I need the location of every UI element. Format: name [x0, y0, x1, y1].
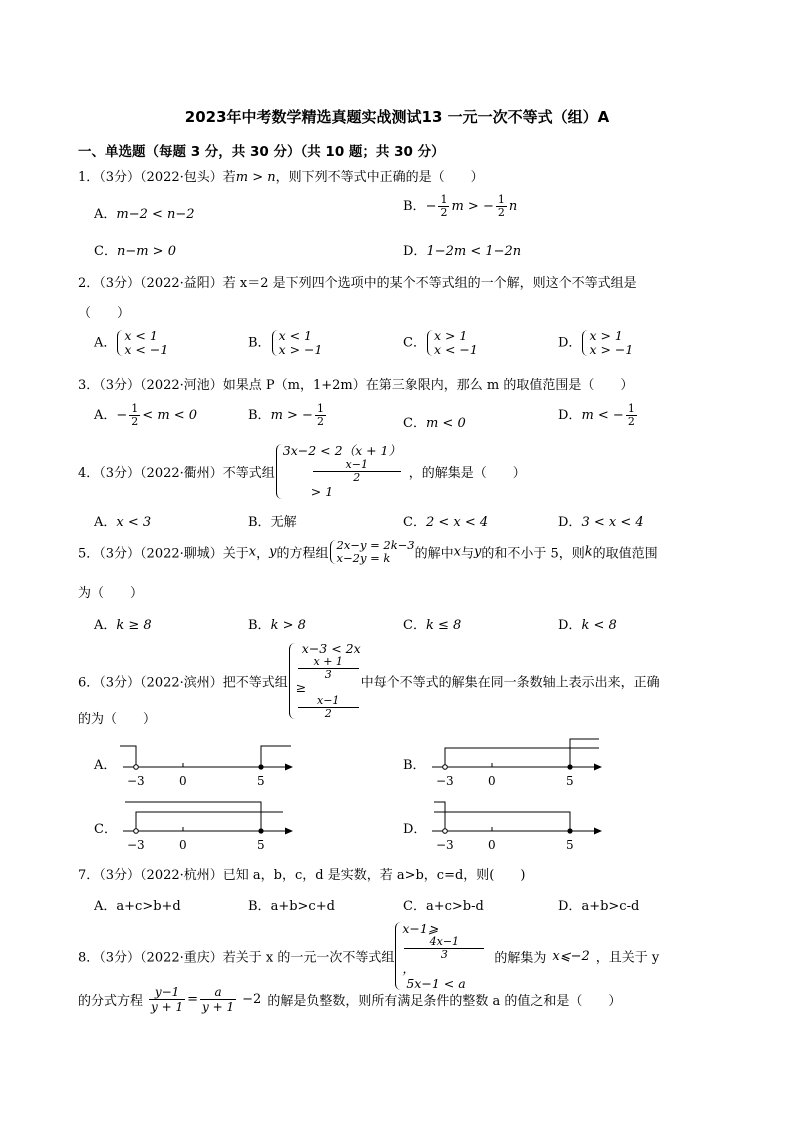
option-label: C． — [403, 515, 426, 530]
option-label: D． — [558, 899, 582, 914]
numerator: 1 — [627, 402, 635, 415]
q8-solution: x⩽−2 — [552, 948, 590, 964]
numerator: y−1 — [149, 985, 185, 1000]
question-8-line2 — [78, 985, 621, 1014]
q1-stem-b: m > n — [235, 170, 276, 185]
denominator: y + 1 — [151, 1000, 184, 1014]
option-text: n — [508, 199, 518, 214]
q2-option-b[interactable] — [248, 329, 322, 357]
system-line: x−2y = k — [336, 551, 391, 565]
fraction — [315, 403, 326, 428]
option-label: A． — [94, 618, 117, 633]
option-text: x < 3 — [116, 515, 152, 530]
option-label: A． — [94, 899, 117, 914]
q6-option-c-label: C． — [94, 822, 117, 837]
question-5 — [78, 539, 658, 565]
inequality-system — [288, 642, 361, 720]
q8-stem-c: ，且关于 y — [595, 950, 660, 966]
q6-option-b-numberline[interactable] — [424, 735, 609, 790]
system-line: x > 1 — [433, 328, 468, 343]
option-label: B． — [248, 408, 271, 423]
option-label: C． — [403, 335, 426, 351]
system-text: ， — [402, 961, 415, 976]
q4-option-d[interactable] — [558, 511, 644, 530]
question-5-line2: 为（ ） — [78, 586, 144, 601]
tick-label: −3 — [436, 838, 454, 852]
q1-option-b[interactable] — [403, 194, 517, 219]
inequality-system — [275, 443, 403, 500]
option-text: k < 8 — [581, 618, 617, 633]
option-label: C． — [403, 416, 426, 431]
option-text: < m < 0 — [142, 408, 198, 423]
option-text: m < − — [581, 408, 624, 423]
numerator: a — [200, 985, 236, 1000]
numerator: x + 1 — [298, 656, 359, 669]
system-line: 3x−2 < 2（x + 1） — [282, 443, 401, 458]
q5-option-b[interactable] — [248, 614, 306, 633]
q1-option-a[interactable] — [94, 203, 195, 222]
system-line — [283, 459, 403, 500]
minus-sign: − — [116, 408, 128, 423]
q7-option-c[interactable] — [403, 895, 484, 914]
fraction — [129, 403, 140, 428]
q6-option-a-numberline[interactable] — [115, 738, 300, 790]
numerator: 1 — [131, 402, 139, 415]
option-label: C． — [403, 899, 426, 914]
equals-sign: = — [187, 992, 199, 1007]
option-text: a+c>b+d — [116, 899, 181, 914]
numerator: 1 — [440, 193, 448, 206]
question-6 — [78, 642, 660, 720]
option-label: A． — [94, 207, 117, 222]
var-k: k — [584, 544, 593, 560]
denominator: 2 — [353, 471, 361, 484]
q1-option-d[interactable] — [403, 240, 521, 259]
q5-option-a[interactable] — [94, 614, 152, 633]
q5-stem-b: 的方程组 — [276, 546, 329, 562]
system-line: 2x−y = 2k−3 — [336, 538, 415, 552]
option-text: k ≤ 8 — [425, 618, 462, 633]
numerator: x−1 — [298, 695, 359, 708]
system-line: x > −1 — [278, 342, 323, 357]
question-4 — [78, 443, 526, 500]
option-label: B． — [248, 618, 271, 633]
tick-label: 0 — [179, 838, 187, 852]
option-text: k ≥ 8 — [116, 618, 152, 633]
tick-label: −3 — [436, 774, 454, 788]
q5-stem-a: 5．（3分）（2022·聊城）关于 — [78, 546, 249, 562]
numerator: 1 — [497, 193, 505, 206]
fraction — [496, 194, 507, 219]
denominator: 2 — [131, 415, 139, 428]
option-label: A． — [94, 515, 117, 530]
q2-option-a[interactable] — [94, 329, 168, 357]
tick-label: 5 — [257, 774, 265, 788]
q6-option-d-label: D． — [403, 822, 427, 837]
system-line: x−3 < 2x — [301, 641, 361, 656]
option-text: m > − — [451, 199, 494, 214]
q6-stem-a: 6．（3分）（2022·滨州）把不等式组 — [78, 675, 288, 691]
system-line: x < 1 — [278, 328, 312, 343]
option-label: B． — [248, 335, 271, 351]
tick-label: 5 — [257, 838, 265, 852]
q4-option-b[interactable] — [248, 511, 297, 530]
q8-stem-b: 的解集为 — [494, 950, 547, 966]
q8-stem-a: 8．（3分）（2022·重庆）若关于 x 的一元一次不等式组 — [78, 950, 395, 966]
q4-option-a[interactable] — [94, 511, 151, 530]
fraction — [149, 985, 185, 1014]
system-line: x < 1 — [124, 328, 158, 343]
option-text: 1−2m < 1−2n — [426, 244, 522, 259]
option-label: B． — [248, 515, 271, 530]
q6-option-c-numberline[interactable] — [115, 796, 300, 852]
q3-option-b[interactable] — [248, 403, 328, 428]
q5-option-d[interactable] — [558, 614, 617, 633]
tick-label: −3 — [127, 838, 145, 852]
system-line: 5x−1 < a — [406, 976, 466, 991]
fraction — [200, 985, 236, 1014]
option-text: a+c>b-d — [425, 899, 484, 914]
q4-option-c[interactable] — [403, 511, 488, 530]
q5-stem-e: 的和不小于 5，则 — [481, 546, 585, 562]
q2-option-c[interactable] — [403, 329, 478, 357]
q7-option-b[interactable] — [248, 895, 335, 914]
system-text: > 1 — [310, 484, 334, 499]
q8-line2-a: 的分式方程 — [78, 994, 144, 1009]
option-label: D． — [558, 408, 582, 423]
q1-stem-a: 1．（3分）（2022·包头）若 — [78, 170, 236, 185]
tick-label: 0 — [488, 838, 496, 852]
equation-system — [329, 539, 415, 565]
page-title: 2023年中考数学精选真题实战测试13 一元一次不等式（组）A — [184, 108, 610, 126]
option-text: 3 < x < 4 — [581, 515, 644, 530]
q5-stem-f: 的取值范围 — [592, 546, 658, 562]
denominator: 2 — [440, 206, 448, 219]
q2-option-d[interactable] — [558, 329, 633, 357]
var-x: x — [248, 544, 257, 560]
var-y: y — [269, 544, 277, 560]
question-2-stem: 2．（3分）（2022·益阳）若 x＝2 是下列四个选项中的某个不等式组的一个解，则这个不等式组是 — [78, 276, 637, 291]
var-x: x — [453, 544, 461, 560]
option-label: B． — [403, 199, 426, 214]
fraction — [438, 194, 449, 219]
q7-option-a[interactable] — [94, 895, 181, 914]
option-text: m > − — [270, 408, 313, 423]
option-text: k > 8 — [270, 618, 306, 633]
denominator: 2 — [324, 707, 332, 720]
option-text: m−2 < n−2 — [116, 207, 195, 222]
option-text: m < 0 — [425, 416, 466, 431]
question-1 — [78, 166, 484, 185]
option-text: 2 < x < 4 — [425, 515, 489, 530]
option-label: A． — [94, 408, 117, 423]
q6-stem-b: 中每个不等式的解集在同一条数轴上表示出来，正确 — [360, 675, 660, 691]
denominator: 3 — [440, 948, 448, 961]
option-text: 无解 — [270, 515, 297, 530]
system-line — [296, 656, 361, 720]
option-label: A． — [94, 335, 117, 351]
question-8 — [78, 921, 659, 991]
numerator: 1 — [316, 402, 324, 415]
question-7-stem: 7．（3分）（2022·杭州）已知 a，b，c，d 是实数，若 a>b，c=d，则( ) — [78, 868, 526, 883]
system-line — [402, 921, 486, 976]
numerator: x−1 — [313, 459, 401, 472]
numerator: 4x−1 — [404, 936, 484, 949]
option-label: D． — [403, 244, 427, 259]
q1-stem-c: ，则下列不等式中正确的是（ ） — [275, 170, 484, 185]
denominator: 2 — [627, 415, 635, 428]
q3-option-c[interactable] — [403, 412, 466, 431]
minus-two: −2 — [242, 992, 262, 1007]
q6-option-a-label: A． — [94, 758, 117, 773]
q5-stem-c: 的解中 — [414, 546, 454, 562]
tick-label: 0 — [179, 774, 187, 788]
equation-system — [581, 329, 633, 357]
q4-stem-b: ，的解集是（ ） — [408, 466, 526, 481]
equation-system — [426, 329, 478, 357]
q5-stem-d: 与 — [460, 546, 474, 562]
option-label: D． — [558, 335, 582, 351]
option-label: D． — [558, 618, 582, 633]
option-text: n−m > 0 — [116, 244, 176, 259]
question-2-paren: （ ） — [78, 306, 131, 321]
q5-comma: ， — [256, 546, 270, 562]
q8-line2-b: 的解是负整数，则所有满足条件的整数 a 的值之和是（ ） — [267, 994, 622, 1009]
system-line: x < −1 — [433, 342, 478, 357]
equation-system — [271, 329, 323, 357]
fraction — [313, 459, 401, 484]
system-line: x < −1 — [124, 342, 169, 357]
section-heading: 一、单选题（每题 3 分，共 30 分）（共 10 题；共 30 分） — [78, 144, 445, 160]
q6-option-d-numberline[interactable] — [424, 798, 609, 852]
question-3-stem: 3．（3分）（2022·河池）如果点 P（m，1+2m）在第三象限内，那么 m 的取值范围是（ ） — [78, 378, 634, 393]
q3-option-a[interactable] — [94, 403, 197, 428]
q6-option-b-label: B． — [403, 758, 426, 773]
option-label: C． — [403, 618, 426, 633]
tick-label: 5 — [566, 774, 574, 788]
system-line: x > −1 — [589, 342, 634, 357]
option-label: C． — [94, 244, 117, 259]
option-text: a+b>c+d — [270, 899, 335, 914]
tick-label: −3 — [127, 774, 145, 788]
inequality-system — [394, 921, 486, 991]
q4-stem-a: 4．（3分）（2022·衢州）不等式组 — [78, 466, 275, 481]
fraction — [298, 656, 359, 681]
denominator: y + 1 — [202, 1000, 235, 1014]
q3-option-d[interactable] — [558, 403, 639, 428]
var-y: y — [474, 544, 482, 560]
denominator: 2 — [316, 415, 324, 428]
option-label: D． — [558, 515, 582, 530]
q5-option-c[interactable] — [403, 614, 461, 633]
denominator: 3 — [324, 668, 332, 681]
fraction — [404, 936, 484, 961]
tick-label: 0 — [488, 774, 496, 788]
ge-sign: ≥ — [295, 680, 307, 695]
q1-option-c[interactable] — [94, 240, 176, 259]
tick-label: 5 — [566, 838, 574, 852]
fraction — [298, 695, 359, 720]
equation-system — [116, 329, 168, 357]
system-line: x > 1 — [589, 328, 623, 343]
option-text: a+b>c-d — [581, 899, 640, 914]
question-6-line2: 的为（ ） — [78, 712, 157, 727]
minus-sign: − — [425, 199, 437, 214]
q7-option-d[interactable] — [558, 895, 639, 914]
fraction — [626, 403, 637, 428]
system-text: x−1⩾ — [402, 921, 439, 936]
option-label: B． — [248, 899, 271, 914]
denominator: 2 — [497, 206, 505, 219]
